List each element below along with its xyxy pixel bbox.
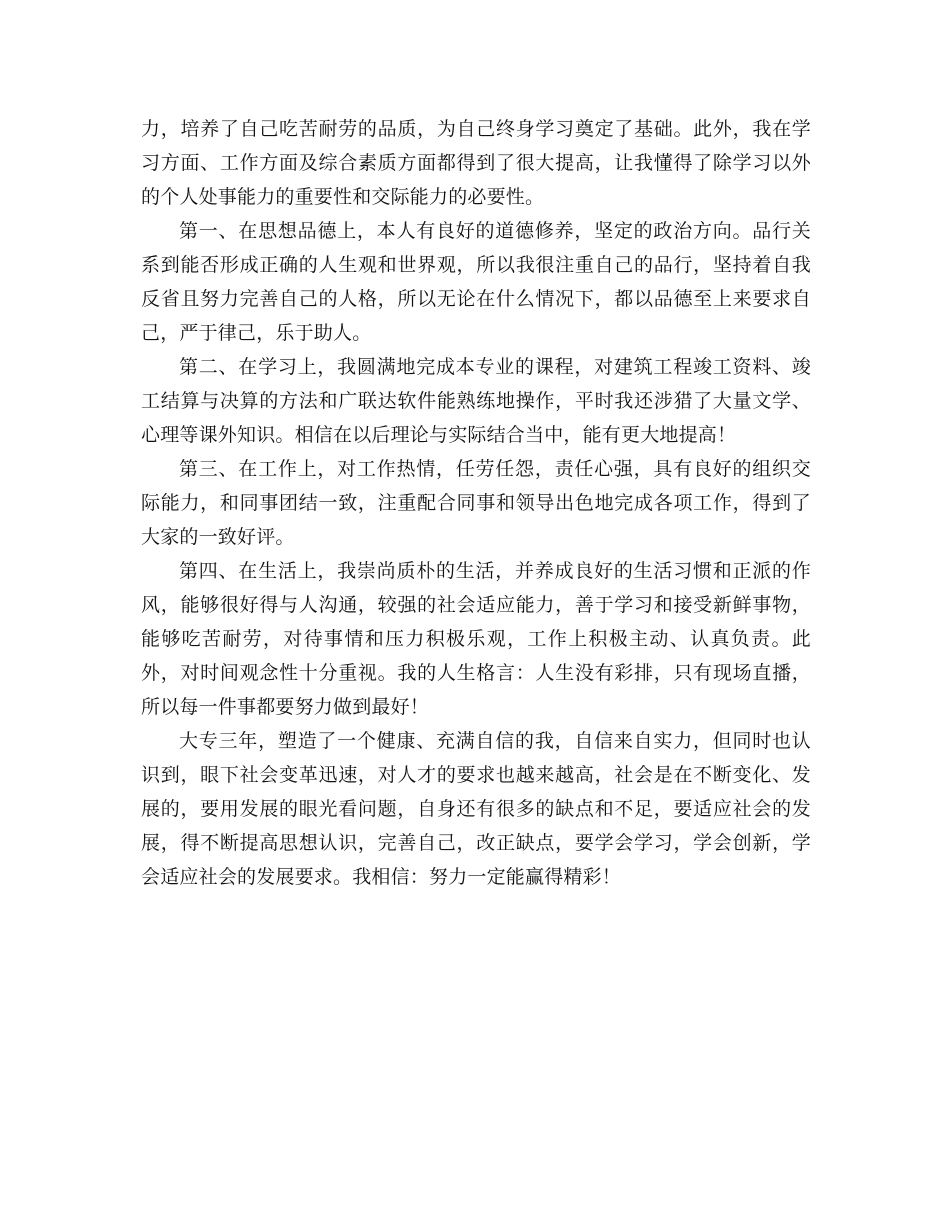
paragraph-conclusion: 大专三年，塑造了一个健康、充满自信的我，自信来自实力，但同时也认识到，眼下社会变革迅速，对人才的要求也越来越高，社会是在不断变化、发展的，要用发展的眼光看问题，自身还有很多的缺点和不足，要适应社会的发展，得不断提高思想认识，完善自己，改正缺点，要学会学习，学会创新，学会适应社会的发展要求。我相信：努力一定能赢得精彩！: [141, 730, 811, 888]
document-body: [141, 112, 811, 894]
paragraph-work: 第三、在工作上，对工作热情，任劳任怨，责任心强，具有良好的组织交际能力，和同事团结一致，注重配合同事和领导出色地完成各项工作，得到了大家的一致好评。: [141, 458, 811, 548]
paragraph-study: 第二、在学习上，我圆满地完成本专业的课程，对建筑工程竣工资料、竣工结算与决算的方法和广联达软件能熟练地操作，平时我还涉猎了大量文学、心理等课外知识。相信在以后理论与实际结合当中，能有更大地提高！: [141, 356, 811, 446]
paragraph-life: 第四、在生活上，我崇尚质朴的生活，并养成良好的生活习惯和正派的作风，能够很好得与人沟通，较强的社会适应能力，善于学习和接受新鲜事物，能够吃苦耐劳，对待事情和压力积极乐观，工作上积极主动、认真负责。此外，对时间观念性十分重视。我的人生格言：人生没有彩排，只有现场直播，所以每一件事都要努力做到最好！: [141, 560, 811, 718]
paragraph-continuation: 力，培养了自己吃苦耐劳的品质，为自己终身学习奠定了基础。此外，我在学习方面、工作方面及综合素质方面都得到了很大提高，让我懂得了除学习以外的个人处事能力的重要性和交际能力的必要性。: [141, 118, 811, 208]
paragraph-moral-character: 第一、在思想品德上，本人有良好的道德修养，坚定的政治方向。品行关系到能否形成正确的人生观和世界观，所以我很注重自己的品行，坚持着自我反省且努力完善自己的人格，所以无论在什么情况下，都以品德至上来要求自己，严于律己，乐于助人。: [141, 220, 811, 344]
